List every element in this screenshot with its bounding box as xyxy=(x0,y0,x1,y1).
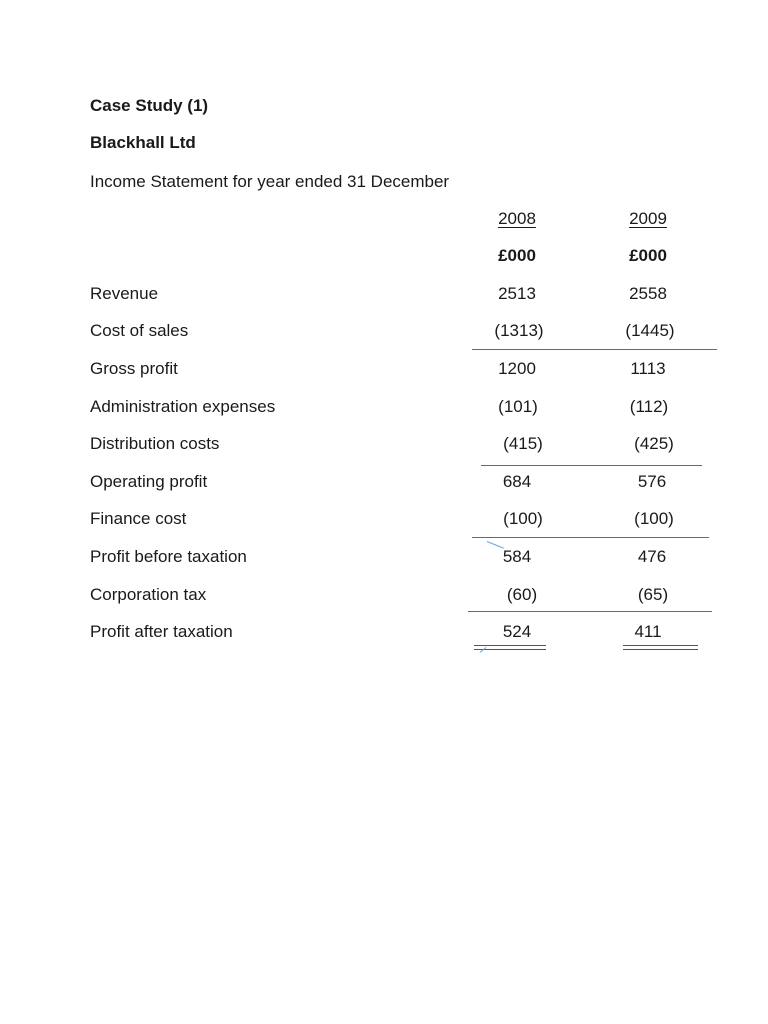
value-2009: 411 xyxy=(634,622,662,641)
subtotal-rule-profit-after-tax xyxy=(468,611,712,612)
row-label: Cost of sales xyxy=(90,321,189,340)
value-2008: 684 xyxy=(502,472,532,491)
year-2008-header: 2008 xyxy=(498,209,536,228)
row-label: Administration expenses xyxy=(90,397,276,416)
value-2008: 1200 xyxy=(498,359,536,378)
row-label: Profit after taxation xyxy=(90,622,233,641)
statement-title: Income Statement for year ended 31 December xyxy=(90,172,450,191)
double-underline-2009 xyxy=(623,645,698,650)
row-label: Finance cost xyxy=(90,509,187,528)
value-2009: (65) xyxy=(637,585,669,604)
value-2008: (101) xyxy=(498,397,538,416)
year-2009-header: 2009 xyxy=(629,209,667,228)
row-label: Gross profit xyxy=(90,359,178,378)
value-2009: (425) xyxy=(634,434,674,453)
row-label: Distribution costs xyxy=(90,434,220,453)
company-name: Blackhall Ltd xyxy=(90,133,196,152)
value-2009: (112) xyxy=(629,397,669,416)
value-2008: (1313) xyxy=(494,321,544,340)
row-label: Profit before taxation xyxy=(90,547,247,566)
unit-2008-header: £000 xyxy=(498,246,536,265)
value-2009: 2558 xyxy=(629,284,667,303)
value-2008: 524 xyxy=(502,622,532,641)
value-2009: (1445) xyxy=(625,321,675,340)
row-label: Operating profit xyxy=(90,472,208,491)
subtotal-rule-profit-before-tax xyxy=(472,537,709,538)
value-2009: (100) xyxy=(634,509,674,528)
row-label: Revenue xyxy=(90,284,159,303)
case-study-heading: Case Study (1) xyxy=(90,96,209,115)
value-2008: (100) xyxy=(503,509,543,528)
value-2009: 576 xyxy=(637,472,667,491)
subtotal-rule-operating-profit xyxy=(481,465,702,466)
value-2009: 476 xyxy=(637,547,667,566)
subtotal-rule-gross-profit xyxy=(472,349,717,350)
value-2008: 2513 xyxy=(498,284,536,303)
value-2008: (60) xyxy=(506,585,538,604)
unit-2009-header: £000 xyxy=(629,246,667,265)
value-2008: (415) xyxy=(503,434,543,453)
value-2008: 584 xyxy=(502,547,532,566)
row-label: Corporation tax xyxy=(90,585,207,604)
value-2009: 1113 xyxy=(630,359,666,378)
